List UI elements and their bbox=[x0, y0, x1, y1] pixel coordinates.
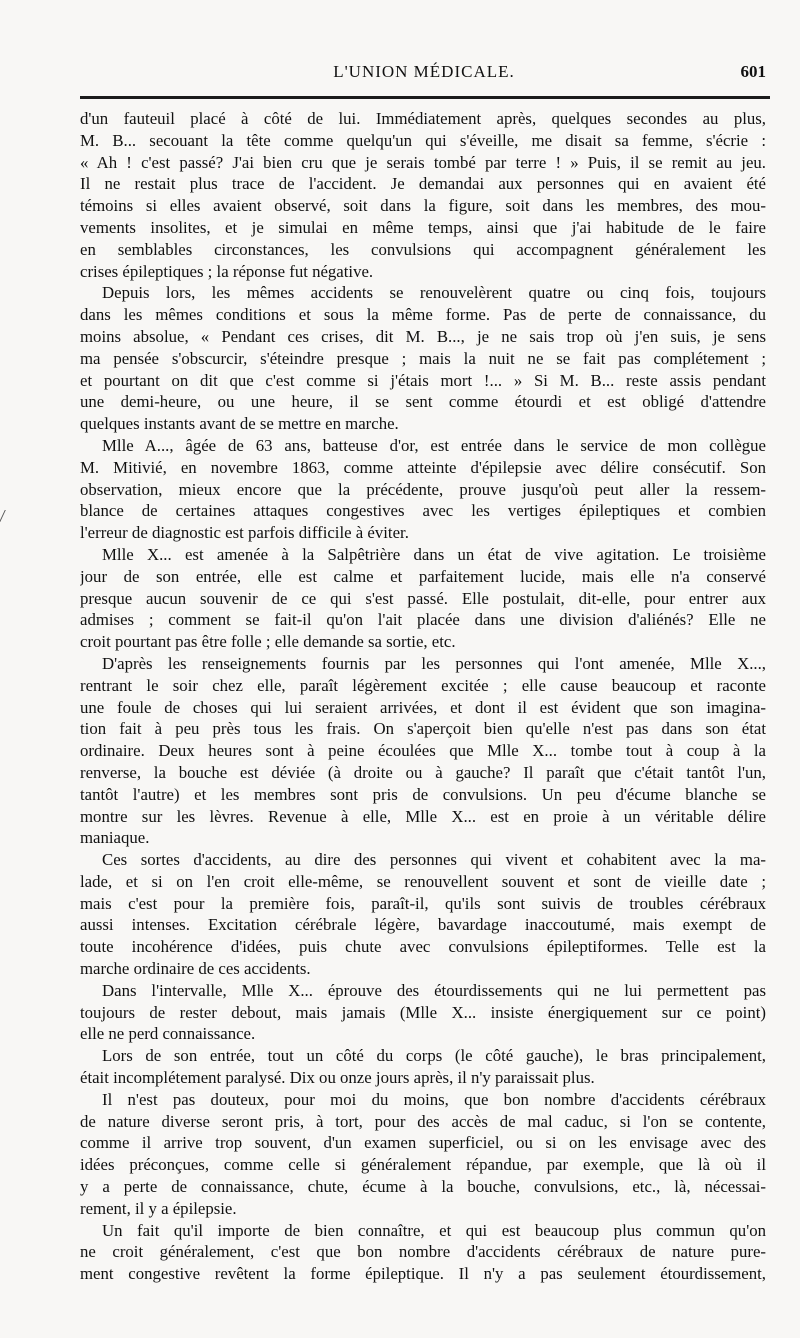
paragraph-start-line: Un fait qu'il importe de bien connaître, et qui est beaucoup plus commun qu'on bbox=[102, 1220, 766, 1240]
text-line: presque aucun souvenir de ce qui s'est passé. Elle postulait, dit-elle, pour entrer aux bbox=[80, 588, 766, 608]
text-line: admises ; comment se fait-il qu'on l'ait placée dans une division d'aliénés? Elle ne bbox=[80, 610, 766, 630]
body-text bbox=[80, 108, 766, 1285]
margin-mark bbox=[0, 510, 12, 522]
text-line: ne croit généralement, c'est que bon nombre d'accidents cérébraux de nature pure- bbox=[80, 1242, 766, 1262]
text-line: marche ordinaire de ces accidents. bbox=[80, 959, 311, 979]
text-line: M. B... secouant la tête comme quelqu'un qui s'éveille, me disait sa femme, s'écrie : bbox=[80, 130, 766, 150]
text-line: jour de son entrée, elle est calme et parfaitement lucide, mais elle n'a conservé bbox=[80, 566, 766, 586]
text-line: témoins si elles avaient observé, soit dans la figure, soit dans les membres, des mou- bbox=[80, 196, 766, 216]
text-line: et pourtant on dit que c'est comme si j'étais mort !... » Si M. B... reste assis pendant bbox=[80, 370, 766, 390]
paragraph-start-line: Depuis lors, les mêmes accidents se renouvelèrent quatre ou cinq fois, toujours bbox=[102, 283, 766, 303]
page-number: 601 bbox=[740, 62, 766, 81]
text-line: quelques instants avant de se mettre en marche. bbox=[80, 414, 399, 434]
text-line: y a perte de connaissance, chute, écume à la bouche, convulsions, etc., là, nécessai- bbox=[80, 1177, 766, 1197]
text-line: mais c'est pour la première fois, paraît-il, qu'ils sont suivis de troubles cérébraux bbox=[80, 893, 766, 913]
text-line: d'un fauteuil placé à côté de lui. Immédiatement après, quelques secondes au plus, bbox=[80, 109, 766, 128]
text-line: aussi intenses. Excitation cérébrale légère, bavardage inaccoutumé, mais exempt de bbox=[80, 915, 766, 935]
text-line: « Ah ! c'est passé? J'ai bien cru que je serais tombé par terre ! » Puis, il se remit au jeu. bbox=[80, 152, 766, 172]
text-line: était incomplétement paralysé. Dix ou onze jours après, il n'y paraissait plus. bbox=[80, 1068, 595, 1088]
text-line: renverse, la bouche est déviée (à droite ou à gauche? Il paraît que c'était tantôt l'un, bbox=[80, 762, 766, 782]
paragraph-start-line: Mlle A..., âgée de 63 ans, batteuse d'or, est entrée dans le service de mon collègue bbox=[102, 435, 766, 455]
text-line: M. Mitivié, en novembre 1863, comme atteinte d'épilepsie avec délire consécutif. Son bbox=[80, 457, 766, 477]
text-line: tantôt l'autre) et les membres sont pris de convulsions. Un peu d'écume blanche se bbox=[80, 784, 766, 804]
text-line: comme il arrive trop souvent, d'un examen superficiel, ou si on les envisage avec des bbox=[80, 1133, 766, 1153]
text-line: ment congestive revêtent la forme épileptique. Il n'y a pas seulement étourdissement, bbox=[80, 1264, 766, 1284]
paragraph-start-line: Dans l'intervalle, Mlle X... éprouve des étourdissements qui ne lui permettent pas bbox=[102, 980, 766, 1000]
paragraph-start-line: Lors de son entrée, tout un côté du corps (le côté gauche), le bras principalement, bbox=[102, 1046, 766, 1066]
text-line: Il ne restait plus trace de l'accident. Je demandai aux personnes qui en avaient été bbox=[80, 174, 766, 194]
text-line: toujours de rester debout, mais jamais (Mlle X... insiste énergiquement sur ce point) bbox=[80, 1002, 766, 1022]
text-line: croit pourtant pas être folle ; elle demande sa sortie, etc. bbox=[80, 632, 456, 652]
text-line: observation, mieux encore que la précédente, prouve jusqu'où peut aller la ressem- bbox=[80, 479, 766, 499]
running-title: L'UNION MÉDICALE. bbox=[333, 62, 515, 81]
paragraph-start-line: Il n'est pas douteux, pour moi du moins, que bon nombre d'accidents cérébraux bbox=[102, 1089, 766, 1109]
text-line: lade, et si on l'en croit elle-même, se renouvellent souvent et sont de vieille date ; bbox=[80, 871, 766, 891]
text-line: tion fait à peu près tous les frais. On s'aperçoit bien qu'elle n'est pas dans son état bbox=[80, 719, 766, 739]
text-line: ordinaire. Deux heures sont à peine écoulées que Mlle X... tombe tout à coup à la bbox=[80, 741, 766, 761]
text-line: rentrant le soir chez elle, paraît légèrement excitée ; elle cause beaucoup et raconte bbox=[80, 675, 766, 695]
text-line: toute incohérence d'idées, puis chute avec convulsions épileptiformes. Telle est la bbox=[80, 937, 766, 957]
text-line: ma pensée s'obscurcir, s'éteindre presque ; mais la nuit ne se fait pas complétement ; bbox=[80, 348, 766, 368]
text-line: l'erreur de diagnostic est parfois difficile à éviter. bbox=[80, 523, 409, 543]
paragraph-start-line: Ces sortes d'accidents, au dire des personnes qui vivent et cohabitent avec la ma- bbox=[102, 850, 766, 870]
text-line: montre sur les lèvres. Revenue à elle, Mlle X... est en proie à un véritable délire bbox=[80, 806, 766, 826]
text-line: une foule de choses qui lui seraient arrivées, et dont il est évident que son imagina- bbox=[80, 697, 766, 717]
text-line: elle ne perd connaissance. bbox=[80, 1024, 256, 1044]
page-header bbox=[80, 62, 768, 88]
text-line: rement, il y a épilepsie. bbox=[80, 1198, 237, 1218]
text-line: dans les mêmes conditions et sous la même forme. Pas de perte de connaissance, du bbox=[80, 305, 766, 325]
text-line: vements insolites, et je simulai en même temps, ainsi que j'ai habitude de le faire bbox=[80, 217, 766, 237]
text-line: une demi-heure, ou une heure, il se sent comme étourdi et est obligé d'attendre bbox=[80, 392, 766, 412]
paragraph-start-line: Mlle X... est amenée à la Salpêtrière dans un état de vive agitation. Le troisième bbox=[102, 544, 766, 564]
paragraph-start-line: D'après les renseignements fournis par les personnes qui l'ont amenée, Mlle X..., bbox=[102, 653, 766, 673]
text-line: moins absolue, « Pendant ces crises, dit M. B..., je ne sais trop où j'en suis, je sens bbox=[80, 326, 766, 346]
text-line: en semblables circonstances, les convulsions qui accompagnent généralement les bbox=[80, 239, 766, 259]
text-line: idées préconçues, comme celle si généralement répandue, par exemple, que là où il bbox=[80, 1155, 766, 1175]
text-line: de nature diverse seront pris, à tort, pour des accès de mal caduc, si l'on se contente, bbox=[80, 1111, 766, 1131]
text-line: blance de certaines attaques congestives avec les vertiges épileptiques et combien bbox=[80, 501, 766, 521]
header-rule bbox=[80, 96, 770, 99]
text-line: crises épileptiques ; la réponse fut négative. bbox=[80, 261, 374, 281]
text-line: maniaque. bbox=[80, 828, 150, 848]
